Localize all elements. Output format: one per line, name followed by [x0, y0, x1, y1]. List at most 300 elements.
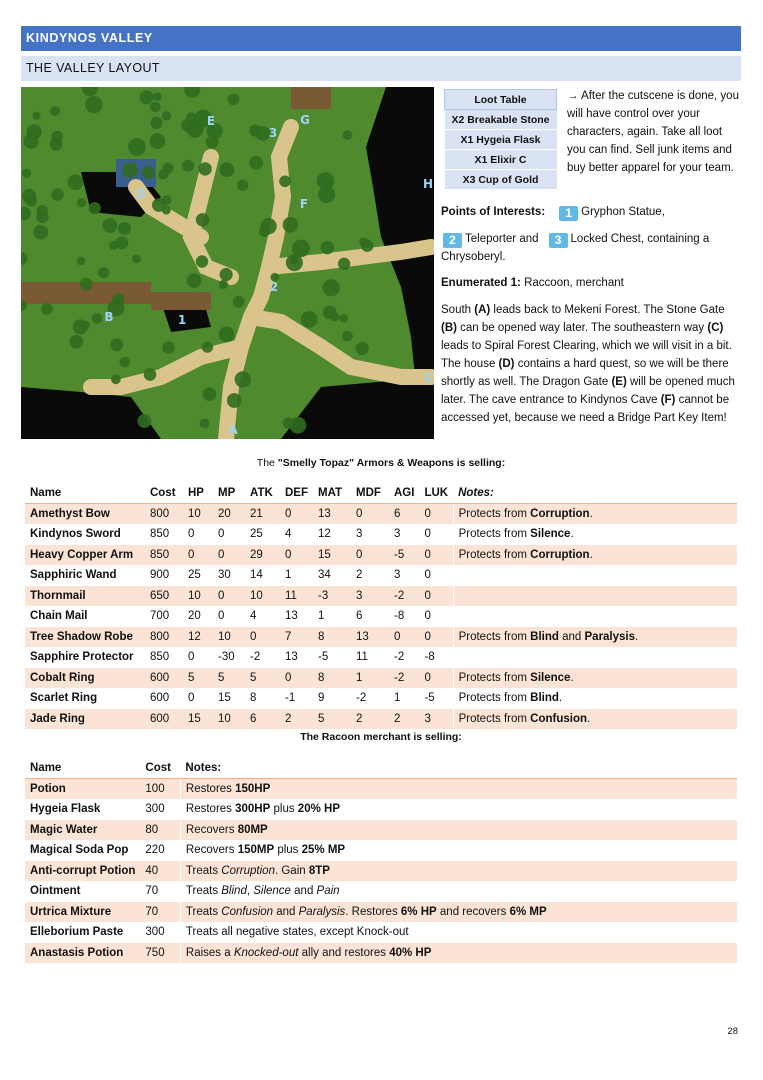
- status-name: Silence: [530, 528, 571, 541]
- map-tree: [77, 198, 86, 207]
- stat-cell: -3: [313, 586, 351, 607]
- map-tree: [118, 222, 131, 235]
- stat-cell: 2: [351, 709, 389, 730]
- table-row: [25, 922, 737, 943]
- map-tree: [206, 136, 219, 149]
- item-name: Anastasis Potion: [25, 943, 140, 964]
- note-segment: Treats all negative states, except Knock-out: [185, 926, 409, 939]
- map-tree: [198, 162, 211, 175]
- exits-text: contains a hard quest, so we will be there shortly as well. The Dragon Gate: [441, 358, 729, 388]
- note-text: Protects from: [458, 508, 531, 520]
- stat-cell: 1: [318, 610, 325, 623]
- column-header: AGI: [389, 483, 419, 504]
- map-tree: [200, 419, 210, 429]
- map-tree: [290, 417, 307, 434]
- table-row: [25, 606, 737, 627]
- map-tree: [162, 111, 171, 120]
- note-text: and: [558, 630, 585, 643]
- note-segment: plus: [270, 803, 298, 816]
- map-tree: [323, 279, 340, 296]
- map-tree: [120, 357, 131, 368]
- item-name: Sapphiric Wand: [30, 569, 117, 582]
- table-row: [25, 545, 737, 566]
- stat-cell: -8: [424, 651, 435, 664]
- item-cost: 300: [145, 926, 165, 939]
- table-row: [25, 943, 737, 964]
- note-segment: 80MP: [237, 823, 268, 836]
- stat-cell: 0: [245, 627, 280, 648]
- map-label-e: E: [206, 114, 216, 128]
- item-name: Tree Shadow Robe: [25, 627, 145, 648]
- map-tree: [196, 213, 209, 226]
- status-name: Confusion: [530, 712, 588, 725]
- map-tree: [36, 205, 47, 216]
- column-header: Cost: [145, 483, 183, 504]
- stat-cell: 15: [218, 692, 231, 705]
- map-tree: [339, 314, 348, 323]
- exits-text: leads to Spiral Forest Clearing, which we will visit in a bit. The house: [441, 340, 732, 370]
- status-name: Blind: [530, 692, 559, 705]
- column-header: Cost: [140, 758, 180, 779]
- stat-cell: 0: [419, 586, 453, 607]
- poi-label: Points of Interests:: [441, 206, 546, 218]
- item-note: [453, 709, 737, 730]
- column-header: Name: [25, 758, 140, 779]
- poi-1-icon: 1: [559, 206, 578, 221]
- stat-cell: 10: [245, 586, 280, 607]
- stat-cell: 850: [150, 528, 170, 541]
- item-cost: 40: [140, 861, 180, 882]
- stat-cell: 3: [356, 528, 363, 541]
- item-note: [180, 779, 737, 800]
- map-label-b: B: [104, 310, 114, 324]
- stat-cell: 25: [188, 569, 201, 582]
- item-note: [453, 668, 737, 689]
- loot-item: X1 Hygeia Flask: [445, 130, 557, 150]
- shop-name: "Smelly Topaz" Armors & Weapons is selling:: [277, 457, 506, 469]
- stat-cell: 20: [188, 610, 201, 623]
- note-segment: ally and restores: [298, 946, 390, 959]
- item-note: [180, 902, 737, 923]
- caption-prefix: The: [256, 457, 278, 469]
- map-tree: [150, 102, 161, 113]
- item-note: [180, 820, 737, 841]
- table-row: [25, 627, 737, 648]
- stat-cell: -2: [389, 668, 419, 689]
- map-tree: [321, 241, 335, 255]
- stat-cell: 0: [280, 504, 313, 525]
- item-cost: 100: [140, 779, 180, 800]
- note-segment: 6% MP: [509, 905, 547, 918]
- stat-cell: 6: [389, 504, 419, 525]
- map-tree: [227, 393, 242, 408]
- item-cost: 220: [145, 844, 165, 857]
- stat-cell: 6: [245, 709, 280, 730]
- item-name: Jade Ring: [25, 709, 145, 730]
- section-subtitle: THE VALLEY LAYOUT: [21, 56, 741, 81]
- loot-item: X1 Elixir C: [445, 150, 557, 170]
- armor-shop-caption: [21, 457, 741, 469]
- stat-cell: 800: [145, 627, 183, 648]
- map-tree: [150, 117, 162, 129]
- stat-cell: 12: [183, 627, 213, 648]
- exits-text: leads back to Mekeni Forest. The Stone Gate: [490, 304, 725, 316]
- note-text: .: [570, 671, 574, 684]
- stat-cell: 700: [150, 610, 170, 623]
- map-tree: [318, 186, 335, 203]
- item-cost: 70: [140, 902, 180, 923]
- note-segment: 300HP: [235, 803, 271, 816]
- map-tree: [187, 273, 202, 288]
- note-segment: Treats: [185, 864, 222, 877]
- stat-cell: 0: [424, 610, 431, 623]
- column-header: Name: [25, 483, 145, 504]
- stat-cell: 25: [250, 528, 263, 541]
- exit-d-marker: (D): [498, 358, 515, 370]
- map-tree: [92, 313, 102, 323]
- note-segment: 40% HP: [389, 946, 432, 959]
- stat-cell: 29: [245, 545, 280, 566]
- note-text: .: [587, 712, 591, 725]
- stat-cell: 0: [218, 610, 225, 623]
- stat-cell: 3: [419, 709, 453, 730]
- points-of-interest: [441, 203, 741, 266]
- column-header: MP: [213, 483, 245, 504]
- item-cost: 300: [145, 803, 165, 816]
- items-table: [25, 758, 737, 963]
- table-row: [25, 524, 737, 545]
- stat-cell: 7: [280, 627, 313, 648]
- map-tree: [77, 257, 86, 266]
- note-text: .: [589, 548, 593, 561]
- stat-cell: 1: [394, 692, 401, 705]
- item-note: [180, 922, 737, 943]
- stat-cell: 0: [419, 627, 453, 648]
- stat-cell: 0: [419, 545, 453, 566]
- note-segment: 25% MP: [301, 844, 346, 857]
- map-tree: [41, 303, 53, 315]
- note-segment: Pain: [316, 885, 340, 898]
- map-label-a: A: [228, 423, 238, 437]
- map-tree: [187, 121, 204, 138]
- status-name: Silence: [530, 671, 571, 684]
- column-header: ATK: [245, 483, 280, 504]
- exit-c-marker: (C): [707, 322, 724, 334]
- note-text: .: [589, 508, 593, 520]
- stat-cell: 0: [424, 569, 431, 582]
- map-tree: [103, 218, 118, 233]
- map-tree: [69, 335, 83, 349]
- enum-label: Enumerated 1:: [441, 277, 521, 289]
- stat-cell: -5: [424, 692, 435, 705]
- stat-cell: 0: [188, 651, 195, 664]
- map-tree: [162, 341, 175, 354]
- table-row: [25, 902, 737, 923]
- loot-table-header: Loot Table: [445, 90, 557, 110]
- stat-cell: 0: [183, 545, 213, 566]
- loot-item: X2 Breakable Stone: [445, 110, 557, 130]
- column-header: Notes:: [453, 483, 737, 504]
- note-segment: Raises a: [185, 946, 234, 959]
- map-tree: [22, 169, 31, 178]
- note-segment: . Restores: [345, 905, 401, 918]
- status-name: Paralysis: [584, 630, 636, 643]
- map-tree: [140, 90, 154, 104]
- note-text: Protects from: [458, 630, 531, 643]
- map-tree: [290, 255, 299, 264]
- map-tree: [128, 138, 146, 156]
- stat-cell: 0: [419, 504, 453, 525]
- map-tree: [158, 169, 168, 179]
- column-header: MDF: [351, 483, 389, 504]
- note-text: Protects from: [458, 528, 531, 541]
- stat-cell: 8: [313, 627, 351, 648]
- stat-cell: 9: [318, 692, 325, 705]
- item-note: [180, 943, 737, 964]
- map-tree: [237, 180, 248, 191]
- note-segment: ,: [246, 885, 254, 898]
- map-tree: [32, 112, 40, 120]
- stat-cell: 11: [356, 651, 368, 664]
- stat-cell: -2: [394, 651, 405, 664]
- note-segment: Recovers: [185, 844, 238, 857]
- stat-cell: 600: [145, 709, 183, 730]
- note-text: Protects from: [458, 671, 531, 684]
- stat-cell: 850: [150, 651, 170, 664]
- map-tree: [283, 217, 299, 233]
- map-tree: [249, 125, 261, 137]
- note-segment: Silence: [253, 885, 291, 898]
- map-tree: [220, 162, 235, 177]
- item-note: [453, 606, 737, 627]
- column-header: MAT: [313, 483, 351, 504]
- stat-cell: 13: [285, 610, 298, 623]
- note-segment: Treats: [185, 905, 222, 918]
- exit-e-marker: (E): [611, 376, 627, 388]
- note-segment: 20% HP: [297, 803, 340, 816]
- stat-cell: -8: [394, 610, 405, 623]
- map-cliff: [151, 292, 211, 310]
- stat-cell: 1: [285, 569, 292, 582]
- note-segment: Treats: [185, 885, 222, 898]
- valley-map-image: [21, 87, 434, 439]
- map-label-1: 1: [177, 313, 187, 327]
- map-tree: [144, 368, 157, 381]
- map-tree: [301, 311, 318, 328]
- item-name: Heavy Copper Arm: [25, 545, 145, 566]
- stat-cell: 15: [183, 709, 213, 730]
- map-tree: [152, 198, 166, 212]
- table-row: [25, 504, 737, 525]
- map-tree: [359, 238, 368, 247]
- note-segment: . Gain: [274, 864, 309, 877]
- item-note: [453, 647, 737, 668]
- item-name: Hygeia Flask: [30, 803, 101, 816]
- item-name: Potion: [25, 779, 140, 800]
- item-note: [453, 524, 737, 545]
- map-tree: [279, 176, 291, 188]
- item-note: [453, 504, 737, 525]
- loot-item: X3 Cup of Gold: [445, 170, 557, 190]
- map-tree: [142, 166, 155, 179]
- item-note: [453, 565, 737, 586]
- stat-cell: 30: [218, 569, 231, 582]
- stat-cell: 0: [424, 528, 431, 541]
- map-tree: [89, 202, 101, 214]
- item-note: [180, 861, 737, 882]
- map-illustration: [21, 87, 434, 439]
- note-text: Protects from: [458, 712, 531, 725]
- stat-cell: 0: [218, 528, 225, 541]
- stat-cell: 3: [394, 569, 401, 582]
- exits-text: cannot be accessed yet, because we need a Bridge Part Key Item!: [441, 394, 730, 424]
- note-segment: and: [290, 885, 317, 898]
- section-title: KINDYNOS VALLEY: [21, 26, 741, 51]
- map-tree: [110, 338, 123, 351]
- note-segment: Restores: [185, 783, 236, 795]
- note-text: .: [570, 528, 574, 541]
- intro-paragraph: → After the cutscene is done, you will have control over your characters, again. Take all loot you can find. Sell junk items and buy better apparel for your team.: [567, 90, 739, 174]
- poi-3-text: Locked Chest, containing a Chrysoberyl.: [441, 233, 710, 263]
- stat-cell: 10: [213, 709, 245, 730]
- map-tree: [292, 240, 310, 258]
- table-row: [25, 861, 737, 882]
- armor-weapons-table: [25, 483, 737, 729]
- table-row: [25, 820, 737, 841]
- status-name: Blind: [530, 630, 559, 643]
- note-segment: and recovers: [436, 905, 510, 918]
- map-tree: [343, 130, 353, 140]
- stat-cell: 0: [188, 528, 195, 541]
- stat-cell: 20: [213, 504, 245, 525]
- table-row: [25, 779, 737, 800]
- enumerated-note: [441, 274, 741, 292]
- map-tree: [111, 375, 121, 385]
- stat-cell: 900: [150, 569, 170, 582]
- item-note: [453, 688, 737, 709]
- item-name: Urtrica Mixture: [25, 902, 140, 923]
- poi-1-text: Gryphon Statue,: [581, 206, 665, 218]
- stat-cell: 10: [183, 504, 213, 525]
- map-tree: [27, 124, 42, 139]
- column-header: DEF: [280, 483, 313, 504]
- map-tree: [51, 188, 63, 200]
- note-segment: Confusion: [221, 905, 274, 918]
- map-label-f: F: [299, 197, 309, 211]
- item-name: Kindynos Sword: [30, 528, 121, 541]
- note-text: Protects from: [458, 692, 531, 705]
- item-cost: 750: [140, 943, 180, 964]
- stat-cell: 13: [313, 504, 351, 525]
- item-name: Thornmail: [25, 586, 145, 607]
- map-cliff: [291, 87, 331, 109]
- item-name: Chain Mail: [30, 610, 88, 623]
- stat-cell: 10: [183, 586, 213, 607]
- item-name: Elleborium Paste: [30, 926, 124, 939]
- map-tree: [122, 163, 137, 178]
- table-row: [25, 709, 737, 730]
- stat-cell: 2: [389, 709, 419, 730]
- map-tree: [203, 387, 217, 401]
- map-tree: [153, 92, 162, 101]
- stat-cell: 11: [280, 586, 313, 607]
- map-tree: [220, 268, 233, 281]
- exits-text: can be opened way later. The southeastern way: [456, 322, 708, 334]
- stat-cell: 0: [213, 545, 245, 566]
- status-name: Corruption: [530, 508, 590, 520]
- map-tree: [249, 156, 263, 170]
- stat-cell: 12: [318, 528, 331, 541]
- map-tree: [233, 296, 245, 308]
- table-row: [25, 688, 737, 709]
- stat-cell: 1: [351, 668, 389, 689]
- map-tree: [109, 241, 118, 250]
- stat-cell: 3: [394, 528, 401, 541]
- item-note: [453, 545, 737, 566]
- stat-cell: 10: [213, 627, 245, 648]
- item-name: Magical Soda Pop: [30, 844, 129, 857]
- note-segment: 8TP: [308, 864, 330, 877]
- stat-cell: 0: [280, 545, 313, 566]
- map-tree: [22, 189, 36, 203]
- map-tree: [73, 319, 88, 334]
- stat-cell: 650: [145, 586, 183, 607]
- stat-cell: 5: [183, 668, 213, 689]
- stat-cell: 0: [351, 545, 389, 566]
- stat-cell: 8: [250, 692, 257, 705]
- column-header: Notes:: [180, 758, 737, 779]
- stat-cell: 5: [245, 668, 280, 689]
- map-tree: [150, 133, 166, 149]
- item-cost: 80: [140, 820, 180, 841]
- map-tree: [235, 371, 251, 387]
- note-segment: and: [273, 905, 299, 918]
- note-segment: Knocked-out: [233, 946, 299, 959]
- note-segment: 6% HP: [400, 905, 437, 918]
- item-shop-caption: The Racoon merchant is selling:: [300, 731, 462, 743]
- map-label-d: D: [136, 187, 146, 201]
- stat-cell: 0: [188, 692, 195, 705]
- exit-a-marker: (A): [474, 304, 491, 316]
- map-tree: [196, 255, 208, 267]
- item-note: [180, 881, 737, 902]
- map-tree: [182, 160, 194, 172]
- map-tree: [228, 94, 240, 106]
- stat-cell: 5: [213, 668, 245, 689]
- table-row: [25, 565, 737, 586]
- stat-cell: -5: [318, 651, 329, 664]
- item-note: [453, 586, 737, 607]
- table-row: [25, 668, 737, 689]
- item-cost: 70: [145, 885, 159, 898]
- map-label-h: H: [422, 177, 434, 191]
- item-name: Anti-corrupt Potion: [25, 861, 140, 882]
- note-segment: 150HP: [235, 783, 271, 795]
- exits-text: South: [441, 304, 475, 316]
- stat-cell: 6: [356, 610, 363, 623]
- stat-cell: 850: [145, 545, 183, 566]
- map-tree: [338, 258, 350, 270]
- item-name: Ointment: [30, 885, 81, 898]
- exit-f-marker: (F): [660, 394, 676, 406]
- stat-cell: 0: [351, 504, 389, 525]
- map-tree: [186, 112, 196, 122]
- note-segment: 150MP: [237, 844, 275, 857]
- poi-2-text: Teleporter and: [465, 233, 539, 245]
- exits-text: will be opened much later. The cave entrance to Kindynos Cave: [441, 376, 735, 406]
- map-tree: [137, 414, 151, 428]
- note-text: .: [635, 630, 639, 643]
